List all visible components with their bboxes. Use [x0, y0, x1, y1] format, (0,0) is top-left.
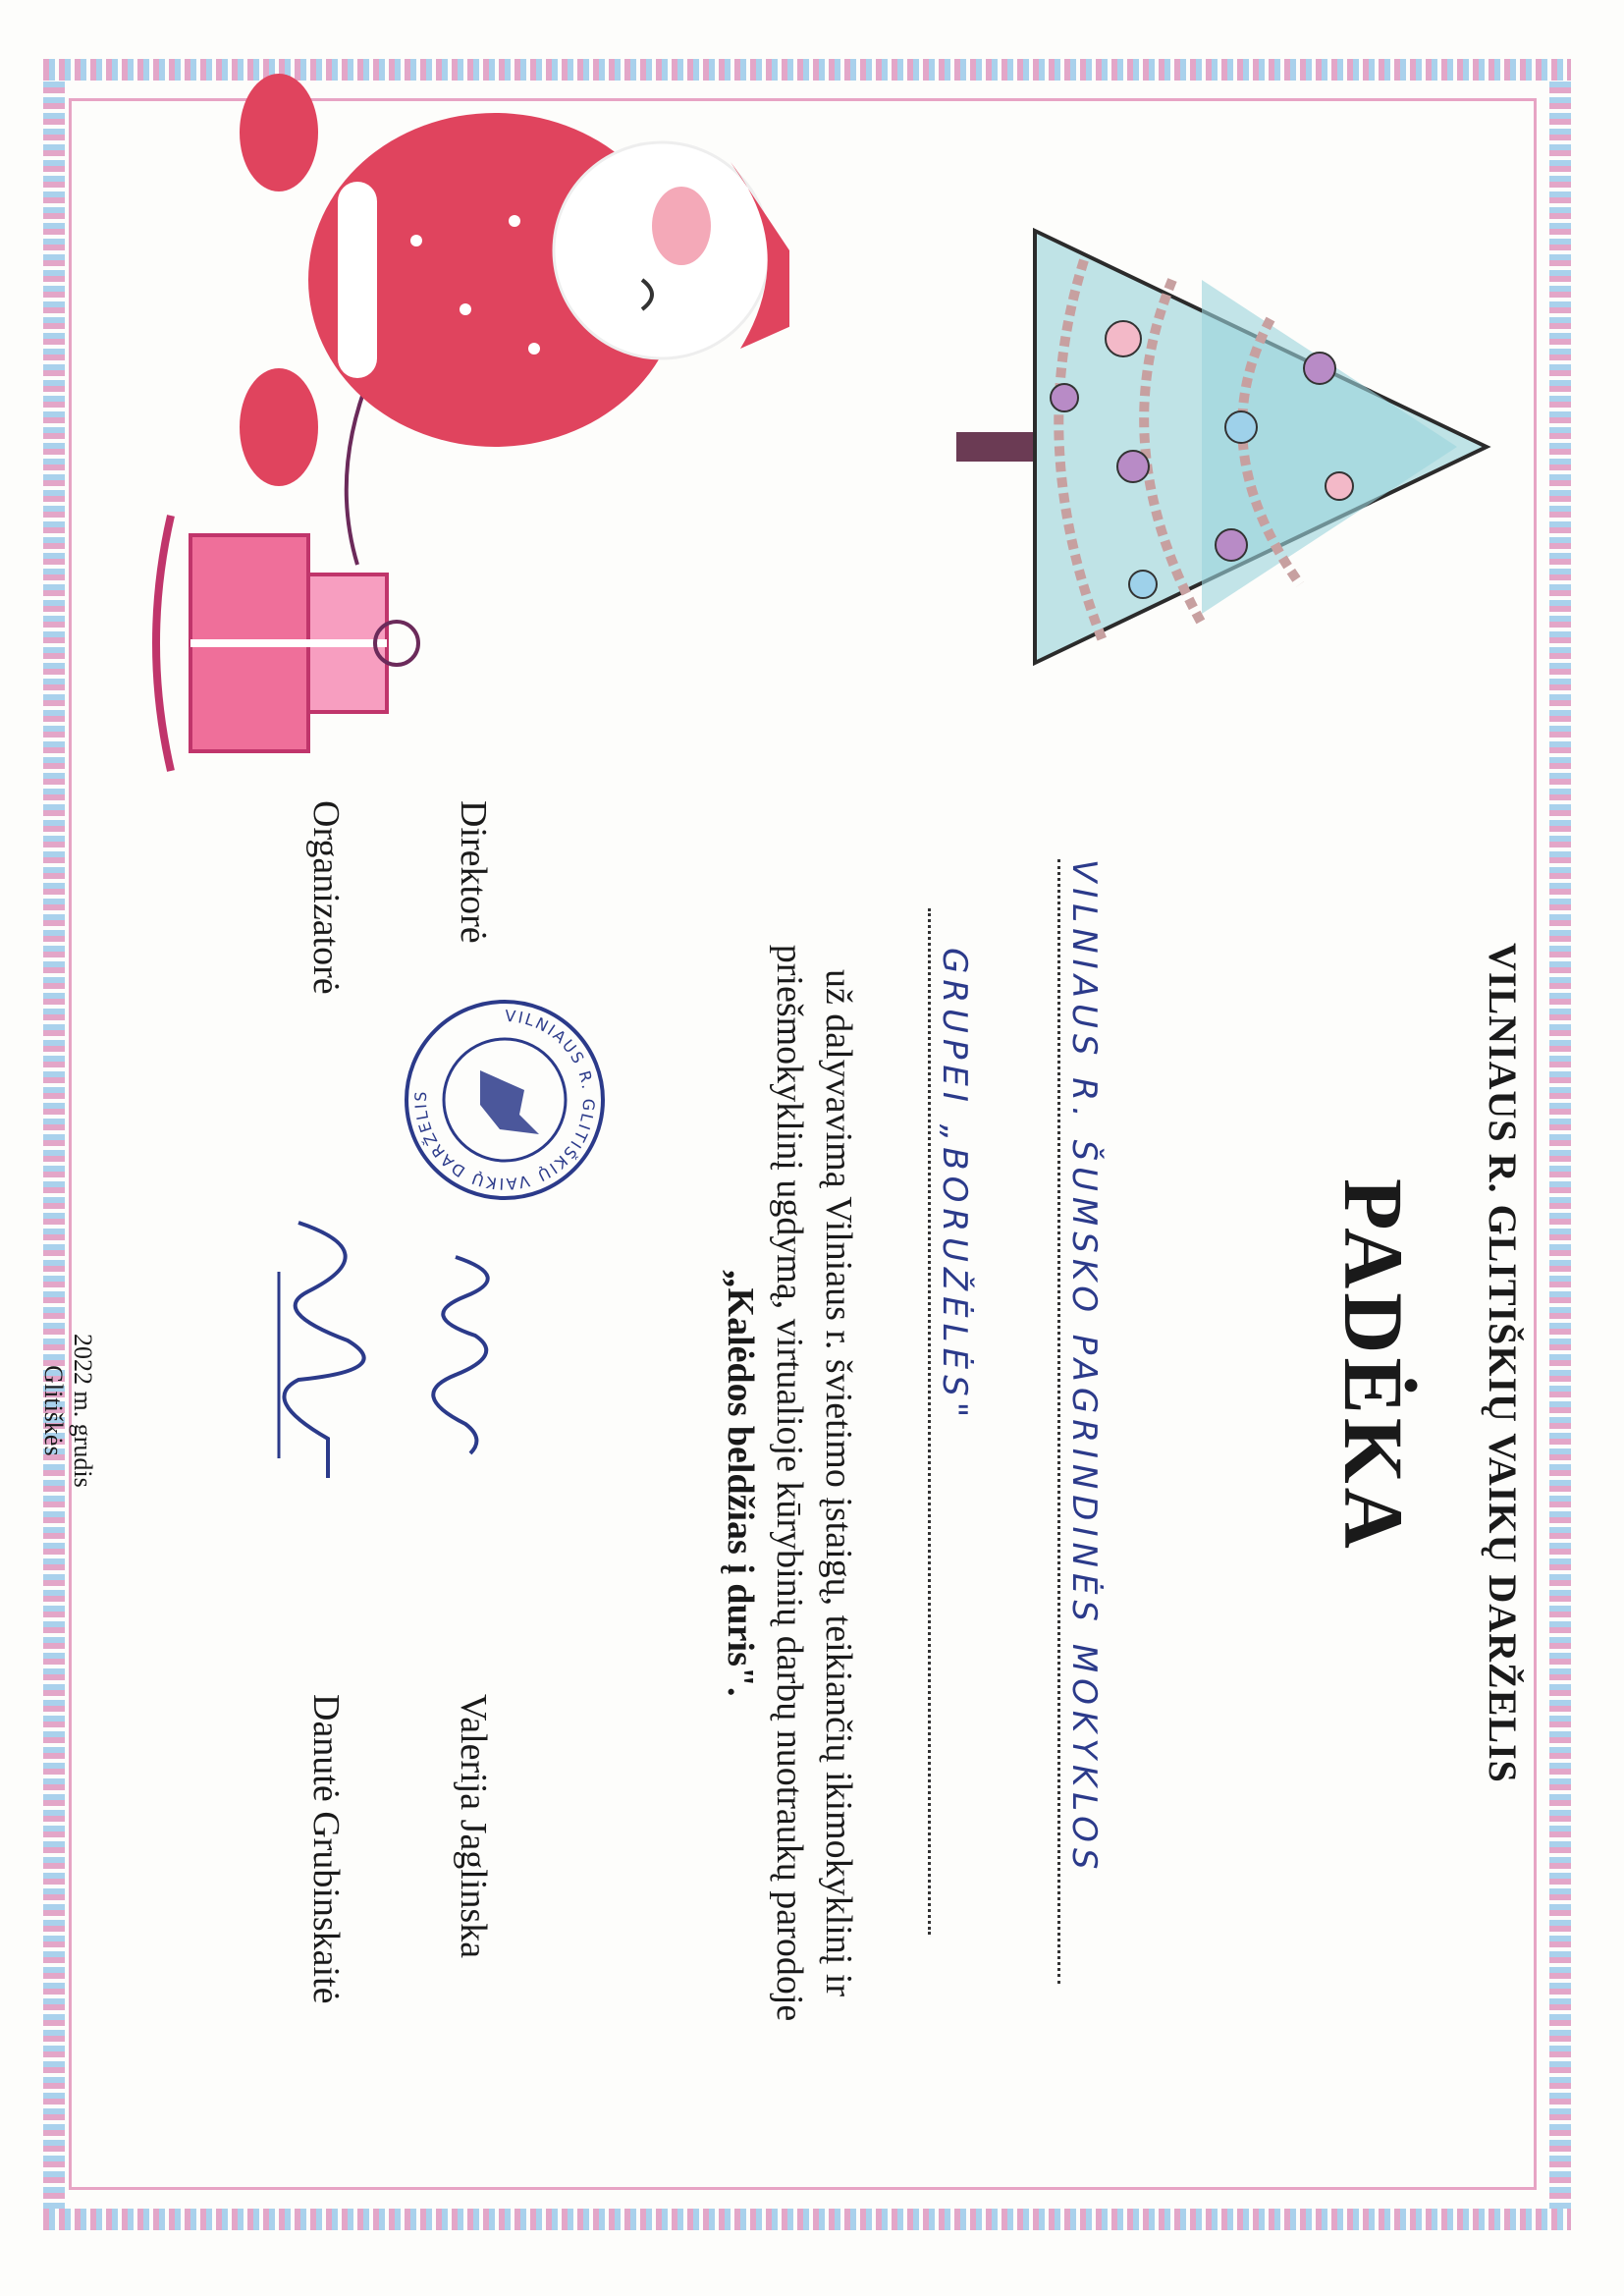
director-signature	[416, 1247, 524, 1463]
official-seal	[402, 997, 608, 1203]
issue-date: 2022 m. grudis	[69, 1334, 97, 1488]
certificate-title: PADĖKA	[1326, 1178, 1421, 1553]
director-name: Valerija Jaglinska	[453, 1694, 494, 1959]
organizer-label: Organizatorė	[305, 800, 347, 995]
body-line-1: už dalyvavimą Vilniaus r. švietimo įstaigų, teikiančių ikimokyklinį ir	[818, 968, 859, 1997]
body-line-2: priešmokyklinį ugdymą, virtualioje kūrybinių darbų nuotraukų parodoje	[769, 944, 810, 2022]
issue-place: Glitiškės	[39, 1365, 68, 1456]
organizer-name: Danutė Grubinskaitė	[305, 1694, 347, 2004]
christmas-tree-illustration	[947, 172, 1496, 722]
recipient-group: GRUPEI „BORUŽĖLĖS"	[928, 908, 974, 1935]
certificate-body	[716, 825, 863, 2141]
director-label: Direktorė	[453, 800, 494, 944]
seal-text: VILNIAUS R. GLITIŠKIŲ VAIKŲ DARŽELIS	[410, 1006, 599, 1194]
issue-date-place	[38, 1334, 97, 1488]
organizer-signature	[249, 1213, 387, 1488]
recipient-school: VILNIAUS R. ŠUMSKO PAGRINDINĖS MOKYKLOS	[1057, 859, 1104, 1984]
organization-title: VILNIAUS R. GLITIŠKIŲ VAIKŲ DARŽELIS	[1481, 943, 1525, 1783]
body-line-3: „Kalėdos beldžias į duris".	[720, 1269, 761, 1697]
santa-illustration	[43, 54, 789, 800]
